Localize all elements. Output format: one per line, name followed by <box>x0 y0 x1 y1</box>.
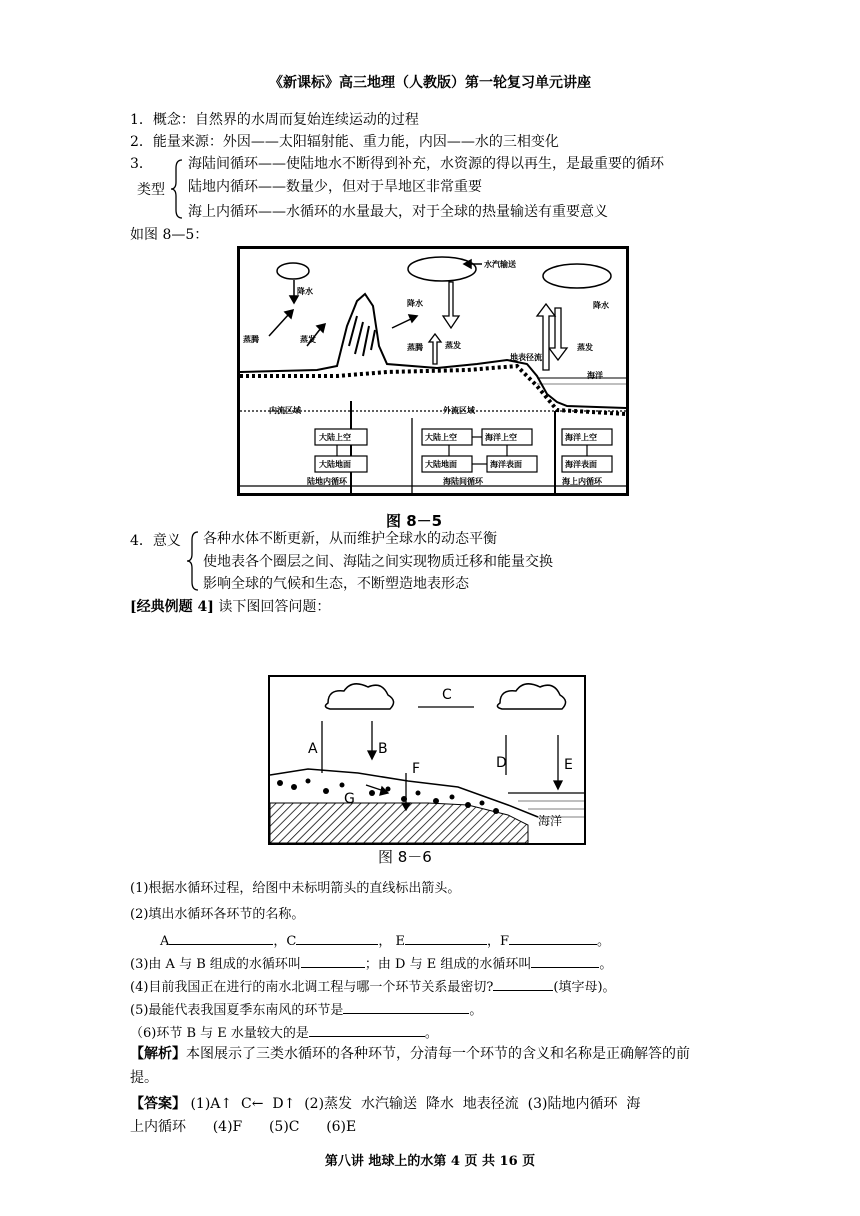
label-runoff: 地表径流 <box>510 353 542 362</box>
label-ocean: 海洋 <box>538 814 563 828</box>
figure-reference: 如图 8—5： <box>130 227 209 243</box>
label-ocean: 海洋 <box>587 371 603 380</box>
type-sea: 海上内循环——水循环的水量最大，对于全球的热量输送有重要意义 <box>188 204 608 220</box>
question-4 <box>130 976 616 997</box>
example-prompt: 读下图回答问题： <box>218 599 331 615</box>
question-text: (5)最能代表我国夏季东南风的环节是 <box>130 1003 344 1018</box>
blank-prefix: ， E <box>378 934 405 949</box>
water-cycle-diagram <box>237 246 629 496</box>
blank-prefix: A <box>160 934 170 949</box>
meaning-item: 影响全球的气候和生态，不断塑造地表形态 <box>203 576 469 592</box>
answer-blank-A[interactable] <box>169 930 273 945</box>
question-text: (填字母)。 <box>553 980 616 995</box>
question-2: (2)填出水循环各环节的名称。 <box>130 907 305 922</box>
label-G: G <box>344 791 355 807</box>
analysis-line-2: 提。 <box>130 1070 158 1086</box>
types-number: 3． <box>130 156 153 172</box>
meaning-label: 4．意义 <box>130 533 181 549</box>
question-text: 。 <box>599 957 613 972</box>
label-sea-cycle: 海上内循环 <box>562 477 602 486</box>
meaning-item: 使地表各个圈层之间、海陆之间实现物质迁移和能量交换 <box>203 554 553 570</box>
answer-blank-3b[interactable] <box>531 953 599 968</box>
label-precip: 降水 <box>407 299 423 308</box>
box-land-air: 大陆上空 <box>425 433 457 442</box>
analysis-text: 本图展示了三类水循环的各种环节，分清每一个环节的含义和名称是正确解答的前 <box>186 1046 690 1062</box>
question-text: 。 <box>469 1003 483 1018</box>
label-inland-area: 内流区域 <box>269 406 301 415</box>
answer-blank-3a[interactable] <box>301 953 365 968</box>
question-2-blanks <box>160 930 610 951</box>
question-5 <box>130 999 482 1020</box>
label-sea-land-cycle: 海陆间循环 <box>443 477 483 486</box>
cloud-icon <box>277 263 309 279</box>
label-precip: 降水 <box>593 301 609 310</box>
box-land-surface: 大陆地面 <box>319 460 351 469</box>
box-ocean-air: 海洋上空 <box>565 433 597 442</box>
label-evaporation: 蒸发 <box>445 341 461 350</box>
type-sea-land: 海陆间循环——使陆地水不断得到补充，水资源的得以再生，是最重要的循环 <box>188 156 664 172</box>
label-evaporation: 蒸发 <box>577 343 593 352</box>
page-footer: 第八讲 地球上的水第 4 页 共 16 页 <box>324 1154 536 1169</box>
answer-line-1 <box>130 1094 640 1114</box>
answer-tag: 【答案】 <box>130 1096 186 1112</box>
label-evaporation: 蒸发 <box>300 335 316 344</box>
box-land-air: 大陆上空 <box>319 433 351 442</box>
meaning-item: 各种水体不断更新，从而维护全球水的动态平衡 <box>203 531 497 547</box>
answer-blank-E[interactable] <box>405 930 487 945</box>
blank-suffix: 。 <box>597 934 611 949</box>
analysis-line-1 <box>130 1044 690 1064</box>
question-text: ；由 D 与 E 组成的水循环叫 <box>364 957 532 972</box>
question-text: (3)由 A 与 B 组成的水循环叫 <box>130 957 301 972</box>
blank-prefix: ，F <box>486 934 509 949</box>
example-tag: [经典例题 4] <box>130 599 214 615</box>
blank-prefix: ，C <box>273 934 297 949</box>
box-land-surface: 大陆地面 <box>425 460 457 469</box>
answer-text: (1)A↑ C← D↑ (2)蒸发 水汽输送 降水 地表径流 (3)陆地内循环 海 <box>186 1096 641 1112</box>
types-brace <box>170 158 184 220</box>
question-3 <box>130 953 612 974</box>
figure-caption: 图 8－5 <box>386 512 443 530</box>
label-vapor-transport: 水汽输送 <box>484 260 516 269</box>
question-text: (4)目前我国正在进行的南水北调工程与哪一个环节关系最密切? <box>130 980 494 995</box>
types-label: 类型 <box>137 182 165 198</box>
question-text: 。 <box>424 1026 438 1041</box>
box-ocean-surface: 海洋表面 <box>565 460 597 469</box>
cloud-icon <box>543 264 611 288</box>
answer-line-2: 上内循环 (4)F (5)C (6)E <box>130 1119 357 1135</box>
label-transpiration: 蒸腾 <box>407 343 423 352</box>
cloud-icon <box>408 257 476 281</box>
figure-caption: 图 8－6 <box>378 848 432 866</box>
page-header: 《新课标》高三地理（人教版）第一轮复习单元讲座 <box>269 75 591 91</box>
concept-item: 1．概念：自然界的水周而复始连续运动的过程 <box>130 112 419 128</box>
label-C: C <box>442 687 452 703</box>
box-ocean-surface: 海洋表面 <box>490 460 522 469</box>
label-precip: 降水 <box>297 287 313 296</box>
answer-blank-F[interactable] <box>509 930 597 945</box>
answer-blank-6[interactable] <box>309 1022 425 1037</box>
box-ocean-air: 海洋上空 <box>485 433 517 442</box>
type-land: 陆地内循环——数量少，但对于旱地区非常重要 <box>188 179 482 195</box>
energy-item: 2．能量来源：外因——太阳辐射能、重力能，内因——水的三相变化 <box>130 134 559 150</box>
label-land-cycle: 陆地内循环 <box>307 477 347 486</box>
label-outland-area: 外流区域 <box>443 406 475 415</box>
analysis-tag: 【解析】 <box>130 1046 186 1062</box>
water-cycle-exercise-diagram <box>268 675 586 845</box>
label-B: B <box>378 741 388 757</box>
meaning-brace <box>186 530 200 592</box>
question-6 <box>130 1022 438 1043</box>
label-transpiration: 蒸腾 <box>243 335 259 344</box>
question-1: (1)根据水循环过程，给图中未标明箭头的直线标出箭头。 <box>130 881 461 896</box>
example-heading <box>130 597 330 617</box>
answer-blank-4[interactable] <box>493 976 553 991</box>
label-E: E <box>564 757 573 773</box>
question-text: （6)环节 B 与 E 水量较大的是 <box>130 1026 309 1041</box>
answer-blank-C[interactable] <box>296 930 378 945</box>
label-A: A <box>308 741 318 757</box>
answer-blank-5[interactable] <box>343 999 469 1014</box>
label-F: F <box>412 761 421 777</box>
label-D: D <box>496 755 507 771</box>
